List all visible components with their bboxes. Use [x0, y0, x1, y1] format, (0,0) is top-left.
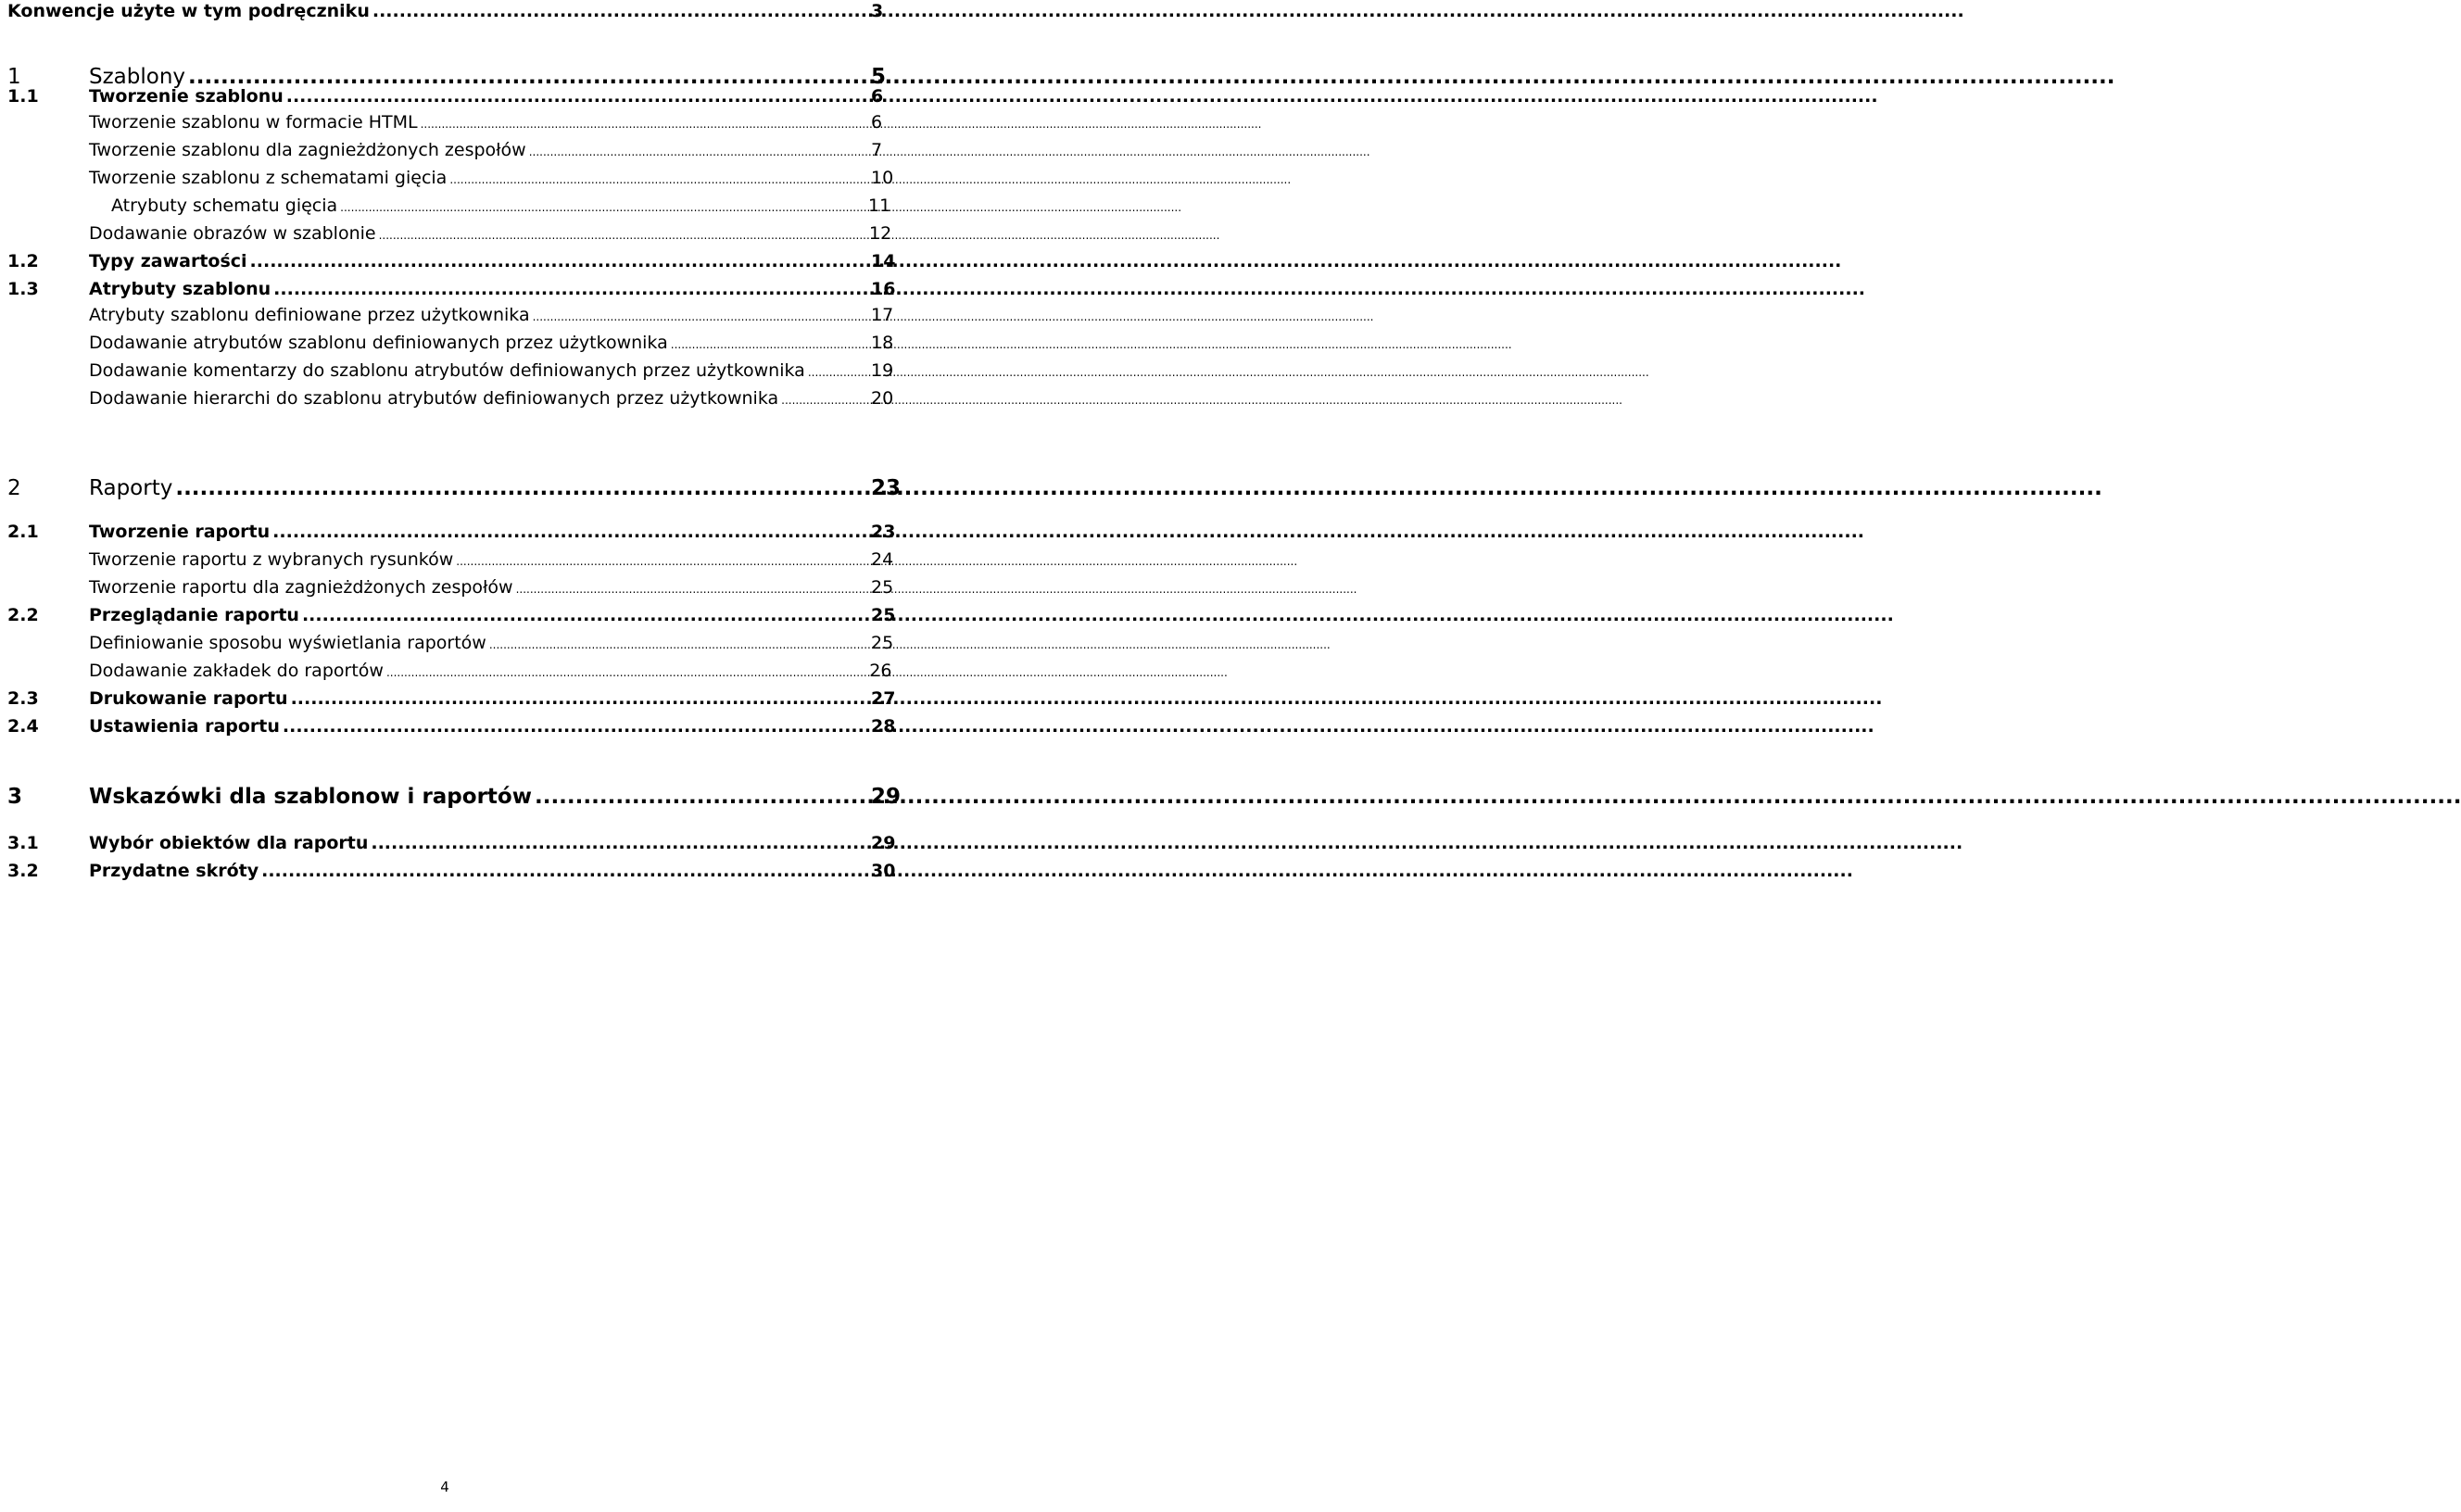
toc-entry-number: 2.1	[7, 522, 39, 542]
toc-entry-add-user-attributes[interactable]	[0, 327, 894, 359]
toc-leader-dots	[272, 516, 865, 548]
toc-entry-title: Tworzenie szablonu	[89, 86, 284, 107]
toc-entry-page: 16	[871, 279, 896, 299]
toc-entry-title: Tworzenie szablonu w formacie HTML	[89, 112, 418, 132]
toc-entry-number: 1	[7, 65, 21, 89]
toc-entry-page: 20	[871, 388, 894, 409]
toc-entry-page: 6	[871, 86, 884, 107]
toc-entry-chapter-2[interactable]	[0, 472, 902, 504]
toc-entry-page: 3	[871, 1, 884, 21]
toc-entry-title: Dodawanie komentarzy do szablonu atrybutów definiowanych przez użytkownika	[89, 360, 805, 381]
toc-entry-page: 25	[871, 633, 894, 653]
toc-entry-2-3[interactable]	[0, 683, 896, 714]
toc-entry-title: Dodawanie zakładek do raportów	[89, 661, 384, 681]
toc-entry-title: Konwencje użyte w tym podręczniku	[7, 1, 370, 21]
toc-leader-dots	[291, 683, 865, 714]
toc-entry-2-2[interactable]	[0, 599, 896, 631]
toc-entry-page: 25	[871, 605, 896, 625]
toc-leader-dots	[250, 246, 865, 277]
toc-entry-page: 5	[871, 65, 887, 89]
toc-entry-page: 12	[869, 223, 892, 244]
toc-entry-page: 29	[871, 833, 896, 853]
toc-leader-dots	[283, 711, 865, 742]
toc-entry-page: 25	[871, 577, 894, 598]
toc-entry-page: 30	[871, 861, 896, 881]
toc-entry-title: Szablony	[89, 65, 186, 89]
toc-entry-title: Atrybuty szablonu	[89, 279, 271, 299]
toc-entry-number: 3.1	[7, 833, 39, 853]
toc-entry-title: Wybór obiektów dla raportu	[89, 833, 369, 853]
toc-entry-title: Tworzenie raportu dla zagnieżdżonych zespołów	[89, 577, 513, 598]
toc-entry-page: 17	[871, 305, 894, 325]
toc-entry-page: 11	[867, 195, 891, 216]
toc-entry-title: Wskazówki dla szablonow i raportów	[89, 785, 532, 809]
toc-entry-title: Ustawienia raportu	[89, 716, 280, 737]
toc-entry-report-from-drawings[interactable]	[0, 544, 894, 575]
toc-entry-title: Dodawanie hierarchi do szablonu atrybutów definiowanych przez użytkownika	[89, 388, 779, 409]
toc-entry-page: 7	[871, 140, 883, 160]
toc-entry-title: Raporty	[89, 476, 173, 500]
toc-entry-add-images[interactable]	[0, 218, 890, 249]
toc-entry-number: 2.4	[7, 716, 39, 737]
toc-entry-number: 1.2	[7, 251, 39, 271]
toc-entry-number: 2.2	[7, 605, 39, 625]
toc-entry-number: 3	[7, 785, 23, 809]
toc-entry-define-display[interactable]	[0, 627, 894, 659]
toc-entry-title: Dodawanie obrazów w szablonie	[89, 223, 376, 244]
toc-entry-conventions[interactable]	[0, 0, 890, 27]
toc-entry-title: Dodawanie atrybutów szablonu definiowanych przez użytkownika	[89, 333, 668, 353]
toc-entry-add-bookmarks[interactable]	[0, 655, 890, 687]
toc-entry-page: 19	[871, 360, 894, 381]
toc-entry-title: Definiowanie sposobu wyświetlania raportów	[89, 633, 486, 653]
toc-entry-page: 28	[871, 716, 896, 737]
toc-entry-title: Atrybuty schematu gięcia	[111, 195, 338, 216]
toc-entry-bend-schema-attributes[interactable]	[0, 190, 890, 221]
toc-entry-title: Tworzenie szablonu z schematami gięcia	[89, 168, 448, 188]
toc-entry-title: Typy zawartości	[89, 251, 247, 271]
toc-leader-dots	[261, 855, 865, 887]
toc-entry-3-1[interactable]	[0, 827, 896, 859]
toc-entry-page: 26	[869, 661, 892, 681]
toc-leader-dots	[302, 599, 865, 631]
toc-entry-number: 1.1	[7, 86, 39, 107]
toc-entry-title: Przeglądanie raportu	[89, 605, 299, 625]
toc-entry-number: 1.3	[7, 279, 39, 299]
toc-entry-page: 18	[871, 333, 894, 353]
toc-entry-html-template[interactable]	[0, 107, 890, 138]
toc-entry-user-attributes[interactable]	[0, 299, 894, 331]
toc-leader-dots	[371, 827, 865, 859]
toc-entry-page: 14	[871, 251, 896, 271]
toc-entry-title: Tworzenie raportu	[89, 522, 271, 542]
toc-entry-1-2[interactable]	[0, 246, 896, 277]
toc-entry-title: Przydatne skróty	[89, 861, 259, 881]
toc-entry-add-comments[interactable]	[0, 355, 894, 386]
toc-entry-page: 24	[871, 549, 894, 570]
toc-entry-title: Atrybuty szablonu definiowane przez użytkownika	[89, 305, 530, 325]
toc-entry-number: 2.3	[7, 688, 39, 709]
toc-leader-dots	[372, 0, 865, 27]
toc-leader-dots	[535, 781, 865, 813]
toc-entry-2-1[interactable]	[0, 516, 896, 548]
toc-entry-nested-assemblies-template[interactable]	[0, 134, 890, 166]
toc-leader-dots	[781, 383, 865, 416]
toc-entry-2-4[interactable]	[0, 711, 896, 742]
toc-entry-number: 2	[7, 476, 21, 500]
toc-entry-title: Drukowanie raportu	[89, 688, 288, 709]
toc-leader-dots	[175, 472, 865, 504]
toc-entry-page: 27	[871, 688, 896, 709]
toc-entry-3-2[interactable]	[0, 855, 896, 887]
toc-entry-page: 23	[871, 476, 902, 500]
toc-entry-page: 29	[871, 785, 902, 809]
toc-entry-chapter-3[interactable]	[0, 781, 902, 813]
page-number: 4	[440, 1479, 449, 1495]
toc-entry-bend-schema-template[interactable]	[0, 162, 894, 194]
toc-entry-report-nested-assemblies[interactable]	[0, 572, 894, 603]
toc-entry-page: 10	[871, 168, 894, 188]
toc-entry-add-hierarchy[interactable]	[0, 383, 894, 414]
toc-entry-number: 3.2	[7, 861, 39, 881]
toc-entry-page: 6	[871, 112, 883, 132]
toc-entry-title: Tworzenie raportu z wybranych rysunków	[89, 549, 454, 570]
toc-entry-title: Tworzenie szablonu dla zagnieżdżonych zespołów	[89, 140, 526, 160]
toc-entry-page: 23	[871, 522, 896, 542]
